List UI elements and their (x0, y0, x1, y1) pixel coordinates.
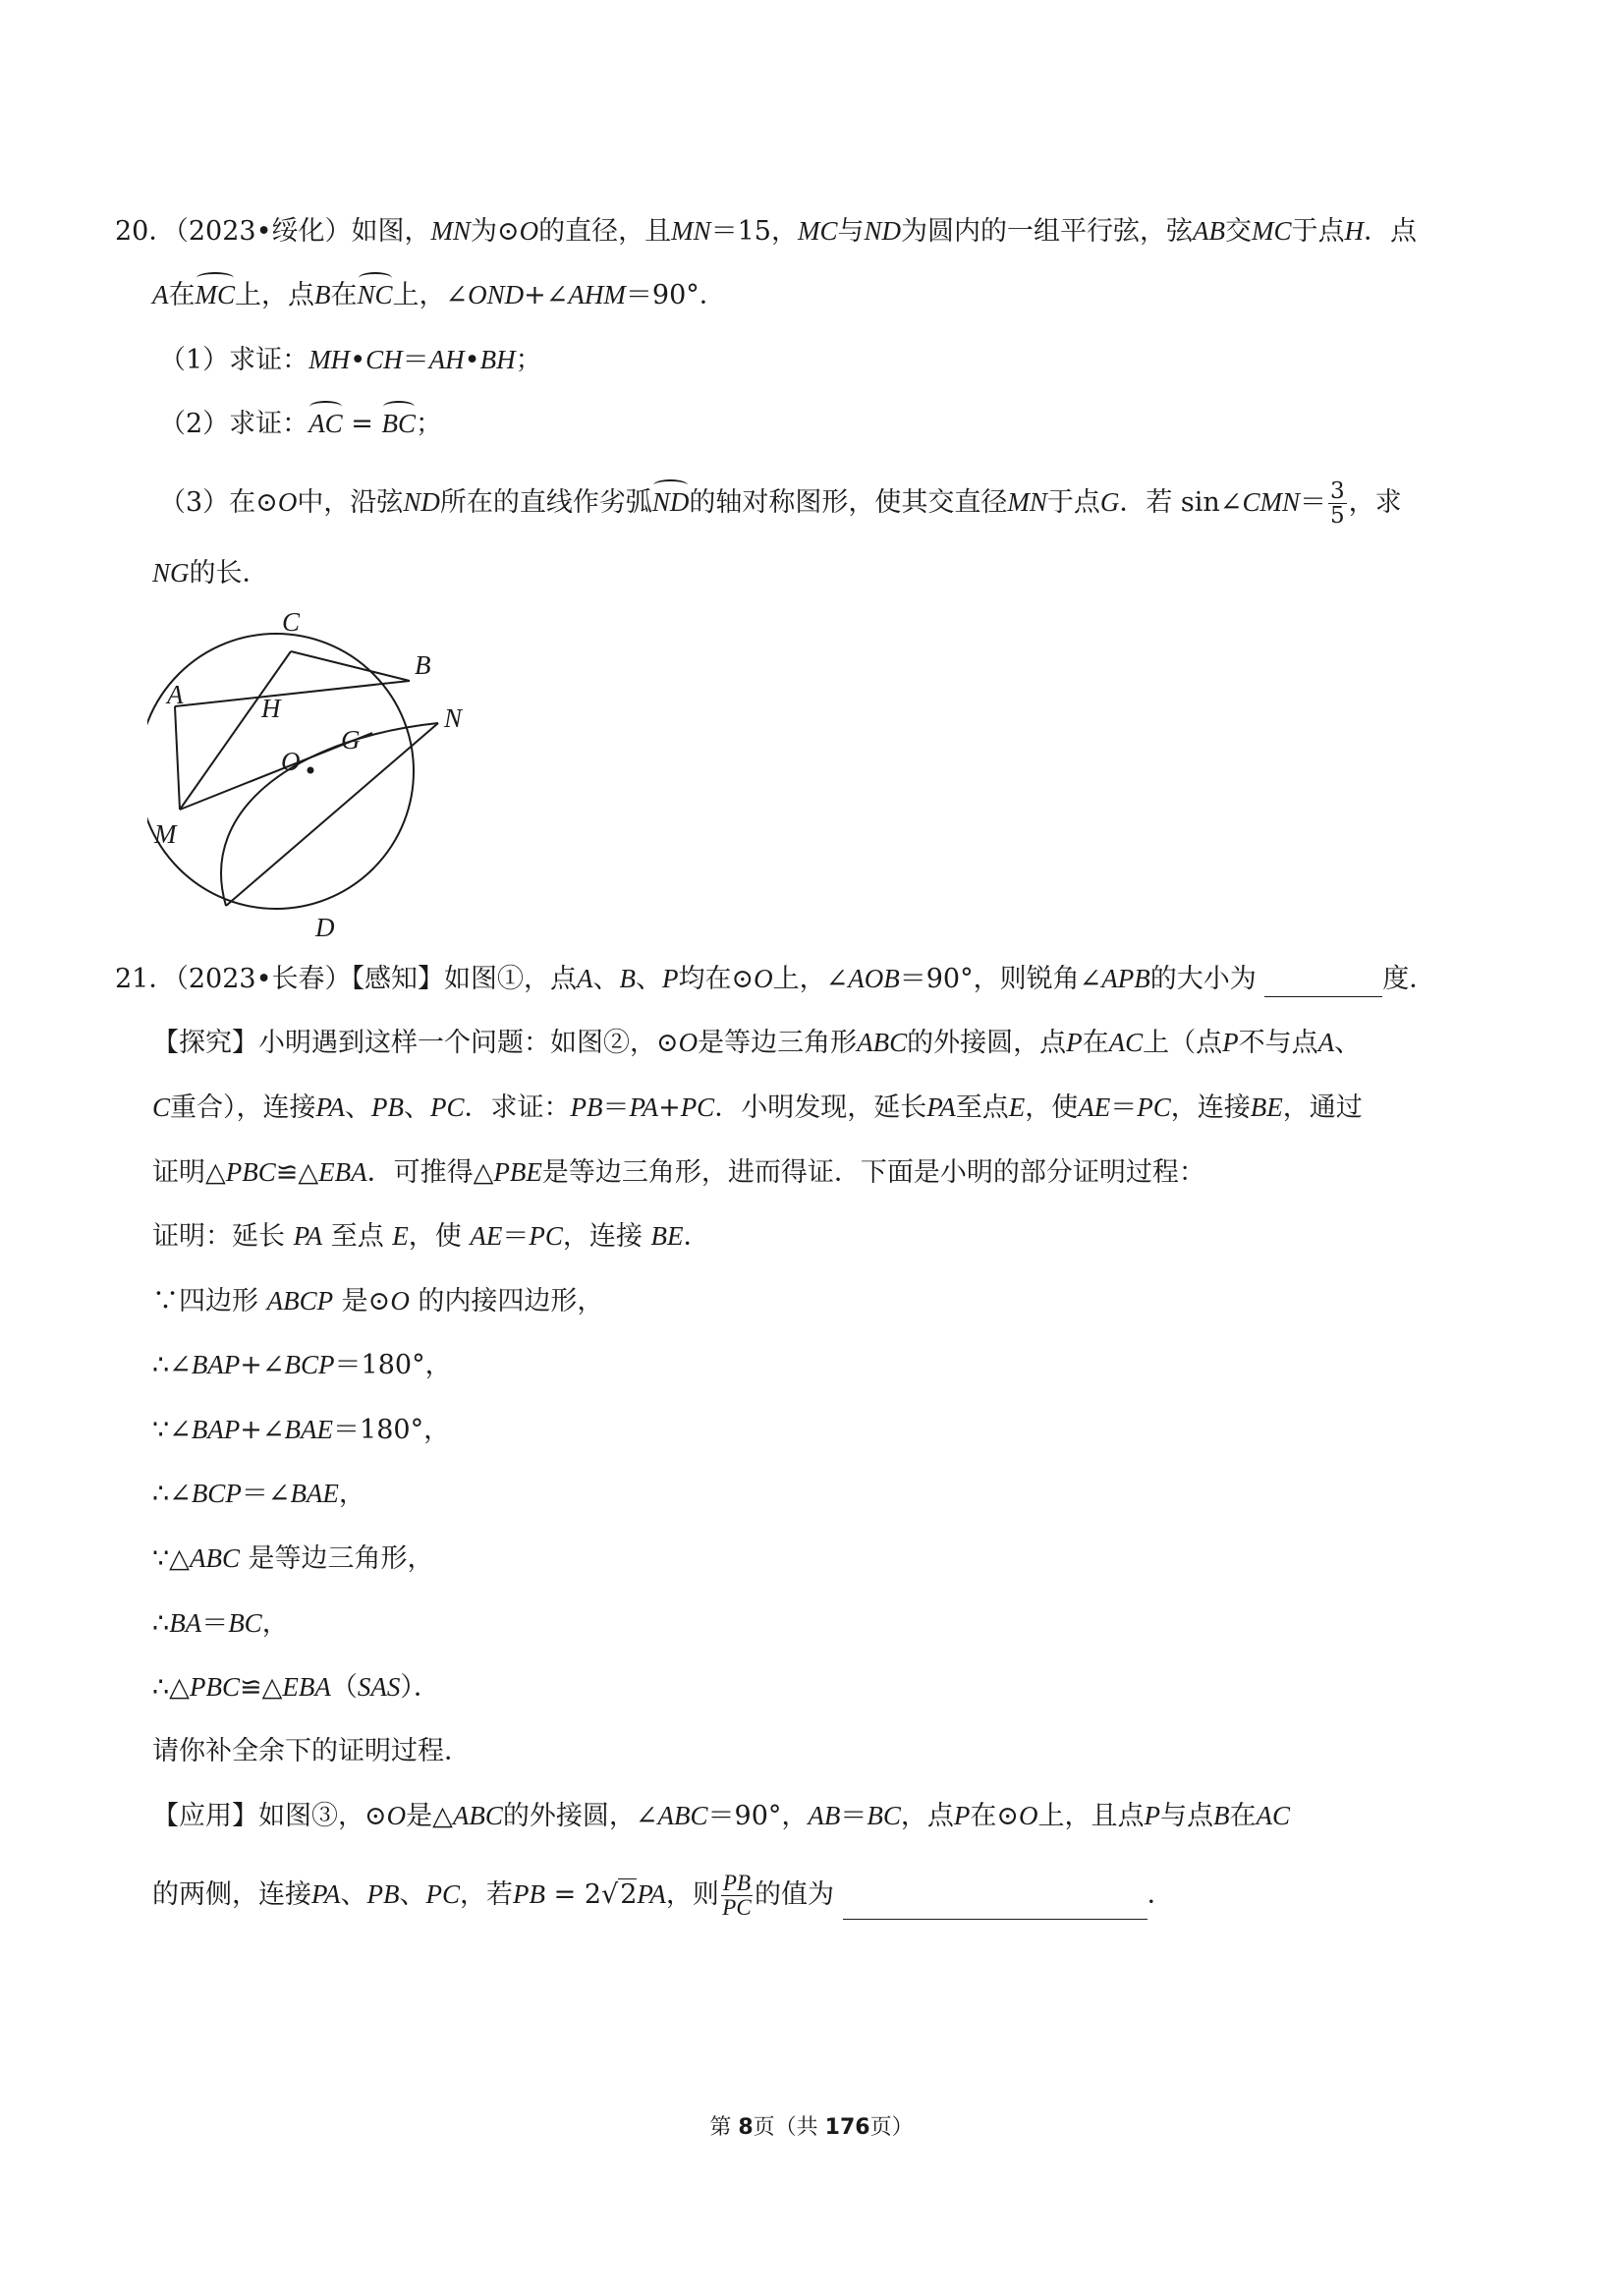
text: ． (1147, 1879, 1174, 1910)
math-var: AE (1078, 1092, 1111, 1122)
math-var: PA (293, 1221, 323, 1251)
text: 在 (168, 280, 196, 310)
text: 是等边三角形 (698, 1028, 858, 1058)
page-footer (0, 2110, 1623, 2141)
math-var: O (277, 487, 298, 517)
math-var: PB (513, 1879, 546, 1909)
label-h: H (261, 694, 281, 723)
text: 请你补全余下的证明过程． (152, 1736, 471, 1766)
arc-mc: MC (196, 277, 236, 312)
question-number: 20． (115, 216, 176, 247)
text: 是等边三角形，进而得证．下面是小明的部分证明过程： (541, 1157, 1205, 1188)
text: 的直径，且 (538, 216, 672, 247)
text: （ (330, 1672, 358, 1703)
text: ＝90°，则锐角∠ (899, 964, 1102, 994)
math-var: PC (425, 1879, 461, 1909)
arc-nc: NC (358, 277, 393, 312)
part-label: （1）求证： (159, 345, 309, 375)
complete-instruction (152, 1734, 471, 1769)
text: ．点 (1364, 216, 1417, 247)
text: 度． (1382, 964, 1436, 994)
q21-apply-2 (152, 1872, 1174, 1920)
math-var: BAE (284, 1415, 334, 1444)
proof-line (152, 1669, 440, 1706)
proof-line (152, 1476, 365, 1512)
text: ∴△ (152, 1672, 190, 1703)
text: 为 (471, 216, 497, 247)
math-var: CH (365, 345, 403, 374)
text: 的两侧，连接 (152, 1879, 311, 1910)
text: 上，且点 (1037, 1801, 1145, 1831)
text: 的内接四边形， (409, 1286, 604, 1316)
text: ＝ (502, 1221, 530, 1252)
text: ； (515, 345, 542, 375)
text: 是△ (406, 1801, 453, 1831)
question-source: （2023•长春） (175, 964, 352, 994)
text: 不与点 (1238, 1028, 1318, 1058)
text: 重合），连接 (170, 1092, 316, 1123)
math-var: ND (403, 487, 440, 517)
proof-line (152, 1605, 289, 1642)
arc-bc: BC (382, 406, 417, 441)
math-var: PA (926, 1092, 956, 1122)
q20-line-1 (115, 213, 1417, 250)
text: • (464, 345, 480, 375)
text: ．求证： (464, 1092, 571, 1123)
text: ∴∠ (152, 1479, 192, 1509)
text: 如图①，点 (444, 964, 577, 994)
q21-apply-1 (152, 1798, 1290, 1834)
math-var: P (662, 964, 679, 993)
math-var: BC (228, 1608, 262, 1638)
text: 、 (1334, 1028, 1362, 1058)
math-var: B (314, 280, 331, 309)
text: 、 (636, 964, 662, 994)
text: 是⊙ (333, 1286, 391, 1316)
math-var: BAP (191, 1415, 241, 1444)
q21-explore-3 (152, 1154, 1205, 1191)
text: ＝90°． (625, 280, 726, 310)
text: 、 (404, 1092, 431, 1123)
math-var: ABC (452, 1801, 503, 1830)
text: ，点 (900, 1801, 954, 1831)
math-var: EBA (318, 1157, 367, 1187)
text: 证明：延长 (152, 1221, 294, 1252)
math-var: AB (808, 1801, 841, 1830)
text: 在 (1229, 1801, 1257, 1831)
math-var: PC (680, 1092, 715, 1122)
text: ，使 (1025, 1092, 1079, 1123)
proof-line (152, 1347, 452, 1383)
label-d: D (315, 913, 335, 942)
text: ）． (400, 1672, 440, 1703)
page-number: 8 (738, 2115, 754, 2140)
math-var: PB (371, 1092, 405, 1122)
math-var: P (1144, 1801, 1161, 1830)
circle-symbol: ⊙ (656, 1028, 679, 1058)
fraction-denominator: 5 (1329, 503, 1345, 529)
proof-line (152, 1540, 434, 1577)
math-var: MH (308, 345, 351, 374)
math-var: BCP (191, 1479, 242, 1508)
text: 在 (330, 280, 358, 310)
text: 所在的直线作劣弧 (439, 487, 652, 518)
text: ，连接 (1170, 1092, 1251, 1123)
math-var: EBA (282, 1672, 331, 1702)
q20-part-3-line-2 (152, 555, 269, 591)
text: 第 (709, 2115, 739, 2140)
text: ＝ (602, 1092, 630, 1123)
answer-blank-1[interactable] (1264, 967, 1382, 997)
text: ∴∠ (152, 1350, 192, 1380)
text: ＝90°， (707, 1801, 809, 1831)
question-number: 21． (115, 964, 176, 994)
text: • (350, 345, 366, 375)
math-var: AOB (848, 964, 900, 993)
text: ， (338, 1479, 365, 1509)
text: 的外接圆，∠ (502, 1801, 658, 1831)
q20-part-2 (159, 406, 442, 442)
math-var: PB (570, 1092, 603, 1122)
text: ＝ (1110, 1092, 1138, 1123)
answer-blank-2[interactable] (843, 1889, 1147, 1920)
math-var: PA (315, 1092, 346, 1122)
math-var: PBE (493, 1157, 542, 1187)
q20-part-1 (159, 342, 542, 378)
math-var: MN (1007, 487, 1047, 517)
math-var: PA (311, 1879, 341, 1909)
text: 上，点 (235, 280, 314, 310)
math-var: OND (468, 280, 525, 309)
math-var: G (1099, 487, 1120, 517)
text: 在⊙ (970, 1801, 1020, 1831)
text: = 2 (545, 1879, 601, 1910)
math-var: PC (1137, 1092, 1171, 1122)
chord-ab (175, 681, 410, 706)
math-var: PC (529, 1221, 563, 1251)
text: 的轴对称图形，使其交直径 (689, 487, 1008, 518)
fraction-numerator: 3 (1329, 478, 1345, 504)
fraction-three-fifths (1328, 479, 1347, 528)
text: 交 (1225, 216, 1252, 247)
math-var: O (519, 216, 539, 246)
text: 证明△ (152, 1157, 226, 1188)
section-tag: 【探究】 (152, 1028, 258, 1058)
text: ∵四边形 (152, 1286, 267, 1316)
math-var: ABC (657, 1801, 708, 1830)
text: ＝ (402, 345, 429, 375)
circle-symbol: ⊙ (731, 964, 755, 994)
math-var: A (152, 280, 169, 309)
text: +∠ (240, 1415, 285, 1445)
text: ＝180°， (334, 1350, 452, 1380)
math-var: AHM (568, 280, 626, 309)
circle-symbol: ⊙ (364, 1801, 387, 1831)
math-var: O (754, 964, 773, 993)
math-var: BAE (290, 1479, 339, 1508)
math-var: O (1019, 1801, 1038, 1830)
text: 于点 (1046, 487, 1100, 518)
text: 在 (1082, 1028, 1109, 1058)
math-var: H (1344, 216, 1364, 246)
text: 、 (345, 1092, 372, 1123)
text: +∠ (240, 1350, 285, 1380)
math-var: PBC (225, 1157, 276, 1187)
circle-symbol: ⊙ (255, 487, 278, 518)
text: 小明遇到这样一个问题：如图②， (258, 1028, 656, 1058)
text: ，通过 (1282, 1092, 1363, 1123)
math-var: MC (797, 216, 838, 246)
text: ．若 sin∠ (1119, 487, 1243, 518)
text: 页（共 (753, 2115, 825, 2140)
fraction-numerator: PB (722, 1871, 752, 1895)
q21-perceive (115, 961, 1435, 997)
q20-line-2 (152, 277, 726, 313)
arc-nd: ND (652, 484, 690, 520)
text: ∵△ (152, 1543, 190, 1574)
math-var: P (953, 1801, 971, 1830)
label-b: B (415, 650, 431, 680)
label-a: A (167, 680, 184, 709)
text: ＝180°， (333, 1415, 451, 1445)
sqrt-sign: √ (601, 1879, 619, 1910)
total-pages: 176 (824, 2115, 870, 2140)
math-var: A (1317, 1028, 1335, 1057)
text: ，则 (665, 1879, 719, 1910)
text: ． (683, 1221, 710, 1252)
math-var: MN (671, 216, 711, 246)
math-var: B (1213, 1801, 1230, 1830)
question-source: （2023•绥化） (175, 216, 352, 247)
center-point (308, 767, 314, 774)
text: + (658, 1092, 681, 1123)
text: 与 (837, 216, 865, 247)
text: ＝ (201, 1608, 229, 1639)
text: = (342, 409, 382, 439)
math-var: ABC (857, 1028, 908, 1057)
math-var: APB (1101, 964, 1150, 993)
text: ∴ (152, 1608, 170, 1639)
text: 为圆内的一组平行弦，弦 (901, 216, 1193, 247)
math-var: MN (430, 216, 471, 246)
text: ．小明发现，延长 (714, 1092, 927, 1123)
text: ，使 (408, 1221, 471, 1252)
text: 均在 (678, 964, 732, 994)
text: 是等边三角形， (239, 1543, 434, 1574)
text: ≌△ (239, 1672, 283, 1703)
fraction-denominator: PC (722, 1895, 752, 1920)
label-o: O (281, 747, 301, 776)
text: ＝15， (710, 216, 798, 247)
text: ，求 (1348, 487, 1402, 518)
math-var: ND (864, 216, 901, 246)
text: ； (416, 409, 443, 439)
label-n: N (444, 703, 463, 733)
text: +∠ (524, 280, 569, 310)
text: △ (298, 1157, 319, 1188)
math-var: SAS (357, 1672, 401, 1702)
math-var: E (392, 1221, 409, 1251)
math-var: AC (1256, 1801, 1291, 1830)
text: ＝ (1299, 487, 1326, 518)
math-var: BAP (191, 1350, 241, 1379)
math-var: ABC (189, 1543, 240, 1573)
text: 中，沿弦 (297, 487, 404, 518)
section-tag: 【应用】 (152, 1801, 258, 1831)
part-label: （2）求证： (159, 409, 309, 439)
text: 、 (592, 964, 620, 994)
text: （3）在 (159, 487, 256, 518)
text: 于点 (1291, 216, 1345, 247)
math-var: BA (169, 1608, 202, 1638)
text: 页） (869, 2115, 914, 2140)
text: 、 (399, 1879, 426, 1910)
text: 上（点 (1143, 1028, 1223, 1058)
fraction-pb-pc (721, 1872, 753, 1920)
math-var: B (619, 964, 636, 993)
math-var: C (152, 1092, 171, 1122)
math-var: AB (1193, 216, 1225, 246)
math-var: BE (1250, 1092, 1283, 1122)
math-var: P (1222, 1028, 1239, 1057)
math-var: PA (637, 1879, 666, 1909)
math-var: PB (366, 1879, 400, 1909)
math-var: MC (1252, 216, 1292, 246)
text: 如图③， (258, 1801, 364, 1831)
section-tag: 【感知】 (351, 964, 444, 994)
text: 的大小为 (1149, 964, 1257, 994)
math-var: BC (867, 1801, 901, 1830)
q21-explore-2 (152, 1090, 1363, 1126)
math-var: NG (152, 558, 190, 588)
text: 的长． (189, 558, 269, 588)
math-var: AH (428, 345, 465, 374)
math-var: PBC (189, 1672, 240, 1702)
text: 的外接圆，点 (907, 1028, 1067, 1058)
circle-symbol: ⊙ (497, 216, 520, 247)
q21-explore-1 (152, 1025, 1361, 1061)
math-var: P (1066, 1028, 1083, 1057)
sqrt-radicand: 2 (620, 1879, 638, 1910)
text: 与点 (1160, 1801, 1214, 1831)
text: ≌ (275, 1157, 299, 1188)
proof-line (152, 1218, 709, 1255)
text: 的值为 (755, 1879, 835, 1910)
arc-ac: AC (308, 406, 343, 441)
math-var: ABCP (266, 1286, 334, 1316)
text: ∵∠ (152, 1415, 192, 1445)
text: ＝∠ (241, 1479, 291, 1509)
proof-line (152, 1283, 603, 1319)
text: ，若 (460, 1879, 514, 1910)
label-m: M (154, 819, 177, 849)
q20-part-3 (159, 479, 1402, 528)
math-var: BH (479, 345, 516, 374)
math-var: PC (430, 1092, 465, 1122)
math-var: O (386, 1801, 407, 1830)
math-var: A (577, 964, 593, 993)
text: 至点 (955, 1092, 1009, 1123)
math-var: CMN (1242, 487, 1300, 517)
math-var: AC (1108, 1028, 1144, 1057)
text: ．可推得△ (366, 1157, 494, 1188)
math-var: BE (650, 1221, 684, 1251)
chord-mc (180, 651, 291, 810)
math-var: E (1008, 1092, 1026, 1122)
label-c: C (282, 607, 301, 637)
text: ＝ (840, 1801, 867, 1831)
text: ，连接 (562, 1221, 651, 1252)
text: 上，∠ (392, 280, 469, 310)
label-g: G (341, 725, 361, 755)
text: 如图， (351, 216, 431, 247)
text: 至点 (322, 1221, 393, 1252)
math-var: O (390, 1286, 410, 1316)
math-var: PA (629, 1092, 659, 1122)
text: ， (261, 1608, 289, 1639)
math-var: AE (470, 1221, 503, 1251)
proof-line (152, 1412, 450, 1448)
math-var: O (678, 1028, 699, 1057)
segment-am (175, 706, 180, 810)
text: 上，∠ (772, 964, 849, 994)
text: 、 (340, 1879, 367, 1910)
geometry-figure (147, 599, 491, 953)
math-var: BCP (284, 1350, 335, 1379)
